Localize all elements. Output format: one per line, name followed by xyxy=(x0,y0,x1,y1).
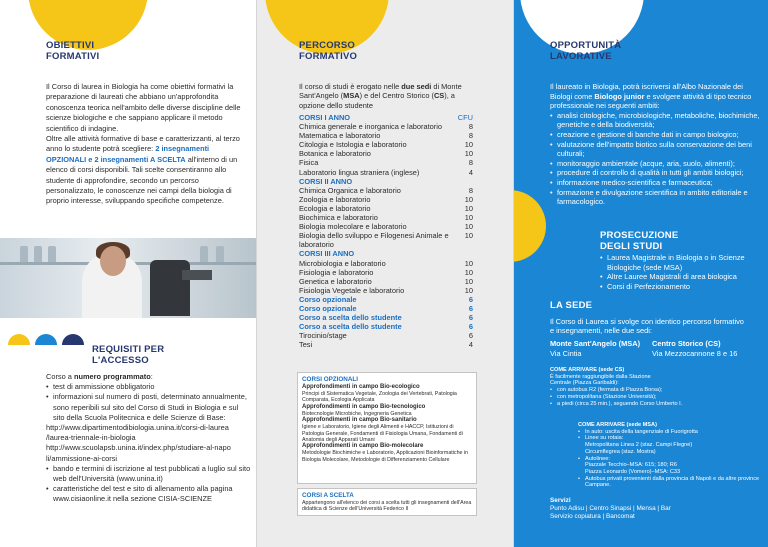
opportunita-text xyxy=(550,82,764,207)
course-row xyxy=(299,331,473,340)
course-cfu: 10 xyxy=(464,258,473,268)
sede-msa-addr: Via Cintia xyxy=(550,348,582,358)
accesso-lead-end: : xyxy=(150,372,153,381)
course-cfu: 8 xyxy=(468,185,473,195)
intro-mid1: di Monte Sant'Angelo ( xyxy=(299,82,462,101)
course-cfu: 4 xyxy=(468,340,473,350)
accesso-lead-pre: Corso a xyxy=(46,372,74,381)
opzionale-text: Igiene e Laboratorio, Igiene degli Alimenti e HACCP, Istituzioni di Patologia Generale, Fondamenti di Fisiologia Umana, Fondamenti di Anatomia degli Apparati Umani xyxy=(302,424,463,444)
arrive-cs xyxy=(550,367,750,407)
course-name: Microbiologia e laboratorio xyxy=(299,258,386,268)
course-cfu: 6 xyxy=(468,313,473,323)
cfu-header xyxy=(451,177,473,186)
course-name: Biochimica e laboratorio xyxy=(299,213,378,223)
accesso-heading xyxy=(92,344,164,366)
opportunita-intro xyxy=(550,82,764,111)
course-row xyxy=(299,213,473,222)
course-cfu: 6 xyxy=(468,331,473,341)
photo-bottle xyxy=(20,246,28,262)
choice-and: e xyxy=(86,154,95,164)
servizi-line: Punto Adisu | Centro Sinapsi | Mensa | Bar xyxy=(550,504,671,512)
course-name: Fisiologia Vegetale e laboratorio xyxy=(299,285,405,295)
course-name: Corso opzionale xyxy=(299,303,357,313)
course-name: Corso opzionale xyxy=(299,294,357,304)
prosecuzione-item: • Laurea Magistrale in Biologia o in Scienze Biologiche (sede MSA) xyxy=(600,253,764,272)
course-row xyxy=(299,222,473,231)
arrive-cs-line: Centrale (Piazza Garibaldi): xyxy=(550,380,619,387)
course-row xyxy=(299,286,473,295)
course-row xyxy=(299,268,473,277)
opportunita-item: • creazione e gestione di banche dati in campo biologico; xyxy=(550,130,764,140)
obiettivi-heading-line2: FORMATIVI xyxy=(46,51,100,62)
photo-microscope-arm xyxy=(182,270,212,280)
percorso-intro xyxy=(299,82,469,110)
arrive-msa-sub: Circumflegrea (staz. Mostra) xyxy=(585,448,656,455)
photo-microscope xyxy=(150,260,190,316)
course-row xyxy=(299,122,473,131)
course-row xyxy=(299,259,473,268)
choice-a-scelta: 2 insegnamenti A SCELTA xyxy=(94,154,186,164)
year-title: CORSI I ANNO xyxy=(299,113,351,122)
photo-bottle xyxy=(48,246,56,262)
course-row xyxy=(299,340,473,349)
opzionale-text: Metodologie Biochimiche e Laboratorio, Applicazioni Bioinformatiche in Biologia Molecolare, Metodologie di Differenziamento Cellulare xyxy=(302,450,469,463)
arrive-msa-sub: Piazzale Tecchio–MSA: 615; 180; R6 xyxy=(585,462,677,469)
course-cfu: 10 xyxy=(464,267,473,277)
course-name: Zoologia e laboratorio xyxy=(299,194,371,204)
course-row xyxy=(299,168,473,177)
year-header xyxy=(299,113,473,122)
opzionale-title: Approfondimenti in campo Bio-ecologico xyxy=(302,384,420,390)
accesso-heading-line2: L'ACCESSO xyxy=(92,355,149,366)
arrive-msa-item: • Autolinee: xyxy=(578,456,764,463)
course-name: Biologia dello sviluppo e Filogenesi Animale e laboratorio xyxy=(299,231,449,250)
course-name: Botanica e laboratorio xyxy=(299,149,371,159)
accesso-item: • bando e termini di iscrizione al test pubblicati a luglio sul sito web dell'Università (www.unina.it) xyxy=(46,464,251,484)
accesso-item: • informazioni sul numero di posti, determinato annualmente, sono reperibili sul sito del Corso di Studi in Biologia e sul sito della Scuola Politecnica e delle Scienze di Base: xyxy=(46,392,251,423)
course-cfu: 10 xyxy=(464,149,473,159)
arrive-msa-title: COME ARRIVARE (sede MSA) xyxy=(578,422,657,428)
opportunita-item: • analisi citologiche, microbiologiche, metaboliche, biochimiche, genetiche e della biodiversità; xyxy=(550,111,764,130)
servizi-title: Servizi xyxy=(550,497,571,504)
sede-cs xyxy=(652,339,737,358)
course-table xyxy=(299,113,473,349)
opportunita-item: • monitoraggio ambientale (acque, aria, suolo, alimenti); xyxy=(550,159,764,169)
sede-text: Il Corso di Laurea si svolge con identico percorso formativo e insegnamenti, nelle due sedi: xyxy=(550,317,744,336)
course-row xyxy=(299,131,473,140)
course-cfu: 10 xyxy=(464,213,473,223)
course-name: Tirocinio/stage xyxy=(299,331,347,341)
accesso-heading-line1: REQUISITI PER xyxy=(92,344,165,355)
intro-pre: Il corso di studi è erogato nelle xyxy=(299,82,402,91)
arrive-msa-sub: Piazza Leonardo (Vomero)–MSA: C33 xyxy=(585,468,681,475)
opzionale-title: Approfondimenti in campo Bio-sanitario xyxy=(302,417,417,424)
course-row xyxy=(299,313,473,322)
course-row xyxy=(299,158,473,167)
link-scuolapsb-cont[interactable]: li/ammissione-ai-corsi xyxy=(46,453,118,463)
course-name: Matematica e laboratorio xyxy=(299,131,381,141)
opportunita-item: • valutazione dell'impatto biotico sulla conservazione dei beni culturali; xyxy=(550,140,764,159)
year-header xyxy=(299,249,473,258)
cfu-header: CFU xyxy=(457,113,473,122)
prosecuzione-heading xyxy=(600,230,678,252)
opportunita-list xyxy=(550,111,764,207)
corsi-opzionali-box xyxy=(297,372,477,484)
opportunita-heading-line1: OPPORTUNITÀ xyxy=(550,40,622,51)
servizi xyxy=(550,497,760,520)
arrive-msa-item: • Autobus privati provenienti dalla provincia di Napoli e da altre province Campane. xyxy=(578,476,764,489)
accesso-item: • caratteristiche del test e sito di allenamento alla pagina www.cisiaonline.it nella sezione CISIA-SCIENZE xyxy=(46,484,251,504)
opportunita-item: • informazione medico-scientifica e farmaceutica; xyxy=(550,178,764,188)
intro-cs: CS xyxy=(433,91,445,101)
course-row xyxy=(299,295,473,304)
opportunita-item: • formazione e divulgazione scientifica in ambito editoriale e farmacologico. xyxy=(550,188,764,207)
arrive-msa-sub: Metropolitana Linea 2 (stаz. Campi Flegrei) xyxy=(585,442,693,449)
opp-intro-post: e svolgere attività di tipo tecnico professionale nei seguenti ambiti: xyxy=(550,91,752,111)
opzionali-title: CORSI OPZIONALI xyxy=(302,376,358,383)
course-name: Tesi xyxy=(299,340,313,350)
year-title: CORSI II ANNO xyxy=(299,176,353,186)
course-cfu: 6 xyxy=(468,303,473,313)
course-name: Citologia e Istologia e laboratorio xyxy=(299,140,407,150)
corsi-scelta-box xyxy=(297,488,477,516)
opp-intro-pre: Il laureato in Biologia, potrà iscriversi all'Albo Nazionale dei Biologi come xyxy=(550,82,743,101)
course-name: Laboratorio lingua straniera (inglese) xyxy=(299,167,420,177)
course-cfu: 10 xyxy=(464,231,473,241)
sede-heading: LA SEDE xyxy=(550,300,593,311)
arrive-cs-item: • con autobus R2 (fermata di Piazza Borsa); xyxy=(550,387,750,394)
percorso-heading-line2: FORMATIVO xyxy=(299,51,358,62)
link-dipartimento[interactable]: http://www.dipartimentodibiologia.unina.it/corsi-di-laurea xyxy=(46,423,229,433)
small-yellow-circle-decoration xyxy=(514,190,546,262)
course-name: Ecologia e laboratorio xyxy=(299,203,371,213)
intro-msa: MSA xyxy=(343,91,360,101)
prosecuzione-item: • Altre Lauree Magistrali di area biologica xyxy=(600,272,764,282)
course-name: Chimica generale e inorganica e laboratorio xyxy=(299,122,442,132)
course-cfu: 6 xyxy=(468,294,473,304)
course-cfu: 10 xyxy=(464,203,473,213)
dot-yellow xyxy=(8,334,30,345)
photo-bottle xyxy=(34,246,42,262)
sede-msa xyxy=(550,339,640,358)
arrive-cs-item: • a piedi (circa 25 min.), seguendo Corso Umberto I. xyxy=(550,401,750,408)
course-name: Fisiologia e laboratorio xyxy=(299,267,374,277)
cfu-header xyxy=(451,249,473,258)
percorso-heading xyxy=(299,40,357,62)
course-name: Corso a scelta dello studente xyxy=(299,322,402,332)
course-cfu: 4 xyxy=(468,167,473,177)
opp-intro-bold: Biologo junior xyxy=(594,91,645,101)
photo-head xyxy=(100,246,126,276)
course-row xyxy=(299,149,473,158)
servizi-line: Servizio copiatura | Bancomat xyxy=(550,512,635,520)
opportunita-item: • procedure di controllo di qualità in tutti gli ambiti biologici; xyxy=(550,168,764,178)
course-row xyxy=(299,195,473,204)
obiettivi-text xyxy=(46,82,246,207)
course-row xyxy=(299,204,473,213)
year-header xyxy=(299,177,473,186)
accesso-text xyxy=(46,372,251,505)
arrive-cs-line: È facilmente raggiungibile dalla Stazione xyxy=(550,373,651,380)
microscope-photo xyxy=(0,238,257,318)
course-cfu: 8 xyxy=(468,131,473,141)
opzionale-text: Biotecnologie Microbiche, Ingegneria Genetica xyxy=(302,410,412,417)
intro-post: ), a opzione dello studente xyxy=(299,91,455,110)
year-title: CORSI III ANNO xyxy=(299,249,355,259)
link-dipartimento-cont[interactable]: /laurea-triennale-in-biologia xyxy=(46,433,136,443)
course-row xyxy=(299,140,473,149)
prosecuzione-line2: DEGLI STUDI xyxy=(600,241,663,252)
obiettivi-intro: Il Corso di laurea in Biologia ha come obiettivi formativi la preparazione di laureati che abbiano un'approfondita conoscenza teorica nell'ambito delle diverse discipline delle scienze biologiche e che sappiano applicare il metodo scientifico di indagine. xyxy=(46,82,241,133)
prosecuzione-list xyxy=(600,253,764,291)
prosecuzione-item: • Corsi di Perfezionamento xyxy=(600,282,764,292)
choice-pre: Oltre alle attività formative di base e caratterizzanti, al terzo anno lo studente potrà scegliere: xyxy=(46,134,240,154)
accesso-lead-bold: numero programmato xyxy=(73,372,151,381)
course-name: Corso a scelta dello studente xyxy=(299,313,402,323)
course-cfu: 8 xyxy=(468,158,473,168)
course-row xyxy=(299,186,473,195)
opzionale-text: Principi di Sistematica Vegetale, Zoologia dei Vertebrati, Patologia Comparata, Ecologia Applicata xyxy=(302,391,457,404)
accesso-lead xyxy=(46,372,251,382)
dot-blue xyxy=(35,334,57,345)
sede-cs-addr: Via Mezzocannone 8 e 16 xyxy=(652,348,738,358)
accesso-item: • test di ammissione obbligatorio xyxy=(46,382,251,392)
course-cfu: 10 xyxy=(464,276,473,286)
course-cfu: 10 xyxy=(464,194,473,204)
arrive-cs-item: • con metropolitana (Stazione Università); xyxy=(550,394,750,401)
prosecuzione-line1: PROSECUZIONE xyxy=(600,230,679,241)
course-cfu: 10 xyxy=(464,222,473,232)
course-cfu: 8 xyxy=(468,122,473,132)
opportunita-heading xyxy=(550,40,621,62)
scelta-title: CORSI A SCELTA xyxy=(302,492,354,499)
course-name: Fisica xyxy=(299,158,319,168)
sede-msa-title: Monte Sant'Angelo (MSA) xyxy=(550,339,641,348)
course-row xyxy=(299,277,473,286)
link-scuolapsb[interactable]: http://www.scuolapsb.unina.it/index.php/studiare-al-napo xyxy=(46,443,231,453)
opzionali-list xyxy=(302,384,472,463)
arrive-msa xyxy=(578,422,764,489)
panel-obiettivi xyxy=(0,0,257,547)
sede-cs-title: Centro Storico (CS) xyxy=(652,339,721,348)
intro-due-sedi: due sedi xyxy=(401,82,432,91)
course-row xyxy=(299,304,473,313)
obiettivi-heading xyxy=(46,40,99,62)
opzionale-title: Approfondimenti in campo Bio-molecolare xyxy=(302,443,424,450)
dot-navy xyxy=(62,334,84,345)
choice-opzionali: 2 insegnamenti OPZIONALI xyxy=(46,144,210,164)
course-row xyxy=(299,322,473,331)
obiettivi-heading-line1: OBIETTIVI xyxy=(46,40,95,51)
opportunita-heading-line2: LAVORATIVE xyxy=(550,51,612,62)
obiettivi-choice xyxy=(46,134,246,207)
course-row xyxy=(299,231,473,249)
arrive-msa-item: • In auto: uscita della tangenziale di Fuorigrotta xyxy=(578,429,764,436)
course-name: Genetica e laboratorio xyxy=(299,276,372,286)
course-cfu: 6 xyxy=(468,322,473,332)
percorso-heading-line1: PERCORSO xyxy=(299,40,355,51)
arrive-cs-title: COME ARRIVARE (sede CS) xyxy=(550,367,625,373)
choice-post: all'interno di un elenco di corsi disponibili. Tali scelte consentiranno allo studente di approfondire, secondo un percorso personalizzato, le conoscenze nei campi della biologia di proprio interesse, sviluppando specifiche competenze. xyxy=(46,154,238,206)
photo-bottle xyxy=(216,246,224,262)
course-cfu: 10 xyxy=(464,285,473,295)
scelta-text: Appartengono all'elenco dei corsi a scelta tutti gli insegnamenti dell'Area didattica di Scienze dell'Università Federico II xyxy=(302,500,472,513)
course-name: Biologia molecolare e laboratorio xyxy=(299,222,407,232)
course-name: Chimica Organica e laboratorio xyxy=(299,185,401,195)
opzionale-title: Approfondimenti in campo Bio-tecnologico xyxy=(302,403,426,410)
arrive-msa-item: • Linee su rotaia: xyxy=(578,435,764,442)
intro-mid2: ) e del Centro Storico ( xyxy=(359,91,434,101)
photo-bottle xyxy=(200,246,208,262)
course-cfu: 10 xyxy=(464,140,473,150)
